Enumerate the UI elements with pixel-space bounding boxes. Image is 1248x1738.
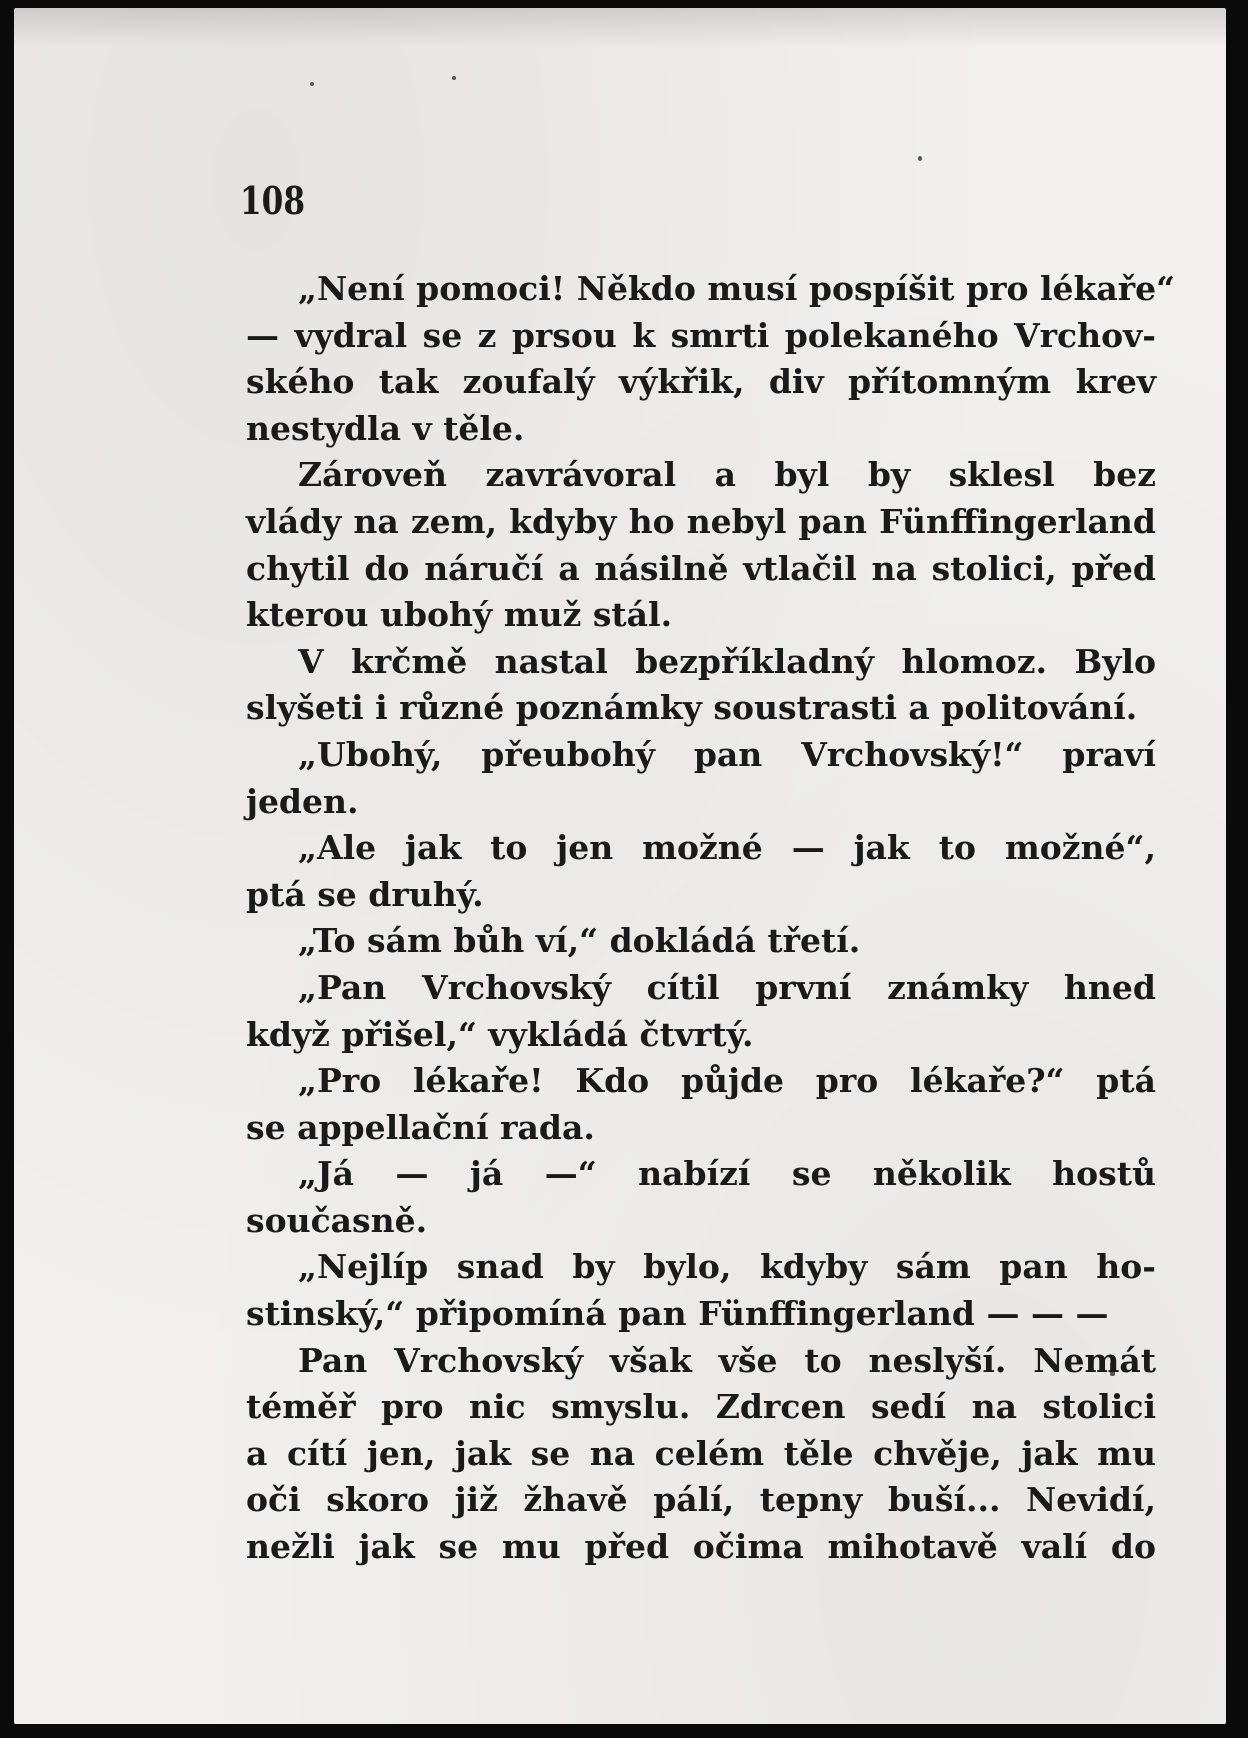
text-line: nestydla v těle. <box>246 408 525 448</box>
paper-speck <box>452 76 456 80</box>
text-line: „Ale jak to jen možné — jak to možné“, <box>298 828 1156 868</box>
text-line: — vydral se z prsou k smrti polekaného Vrchov- <box>246 315 1156 355</box>
text-line: oči skoro již žhavě pálí, tepny buší... Nevidí, <box>246 1480 1156 1520</box>
text-line: jeden. <box>246 781 359 821</box>
text-line: „Ubohý, přeubohý pan Vrchovský!“ praví <box>298 734 1156 774</box>
text-line: když přišel,“ vykládá čtvrtý. <box>246 1014 754 1054</box>
text-line: „To sám bůh ví,“ dokládá třetí. <box>298 921 861 961</box>
paper-speck <box>918 156 922 161</box>
text-line: „Já — já —“ nabízí se několik hostů <box>298 1154 1156 1194</box>
text-line: se appellační rada. <box>246 1107 595 1147</box>
body-text <box>246 266 1176 1571</box>
text-line: „Pro lékaře! Kdo půjde pro lékaře?“ ptá <box>298 1061 1156 1101</box>
text-line: kterou ubohý muž stál. <box>246 595 673 635</box>
text-line: Zároveň zavrávoral a byl by sklesl bez <box>298 455 1156 495</box>
text-line: ského tak zoufalý výkřik, div přítomným krev <box>246 362 1156 402</box>
text-line: slyšeti i různé poznámky soustrasti a politování. <box>246 688 1138 728</box>
book-page <box>14 8 1226 1724</box>
text-line: „Nejlíp snad by bylo, kdyby sám pan ho- <box>298 1247 1156 1287</box>
text-line: „Není pomoci! Někdo musí pospíšit pro lékaře“ <box>298 269 1176 308</box>
text-line: vlády na zem, kdyby ho nebyl pan Fünffingerland <box>246 501 1156 541</box>
text-line: stinský,“ připomíná pan Fünffingerland — — — <box>246 1294 1109 1334</box>
text-line: téměř pro nic smyslu. Zdrcen sedí na stolici <box>246 1387 1156 1427</box>
text-line: V krčmě nastal bezpříkladný hlomoz. Bylo <box>298 641 1156 681</box>
text-line: nežli jak se mu před očima mihotavě valí do <box>246 1527 1156 1567</box>
page-number: 108 <box>240 178 306 223</box>
paper-speck <box>310 82 314 86</box>
text-line: ptá se druhý. <box>246 874 484 914</box>
text-line: současně. <box>246 1200 428 1240</box>
text-line: chytil do náručí a násilně vtlačil na stolici, před <box>246 548 1156 588</box>
text-line: a cítí jen, jak se na celém těle chvěje, jak mu <box>246 1433 1156 1473</box>
text-line: „Pan Vrchovský cítil první známky hned <box>298 967 1156 1007</box>
text-line: Pan Vrchovský však vše to neslyší. Nemát <box>298 1340 1156 1380</box>
